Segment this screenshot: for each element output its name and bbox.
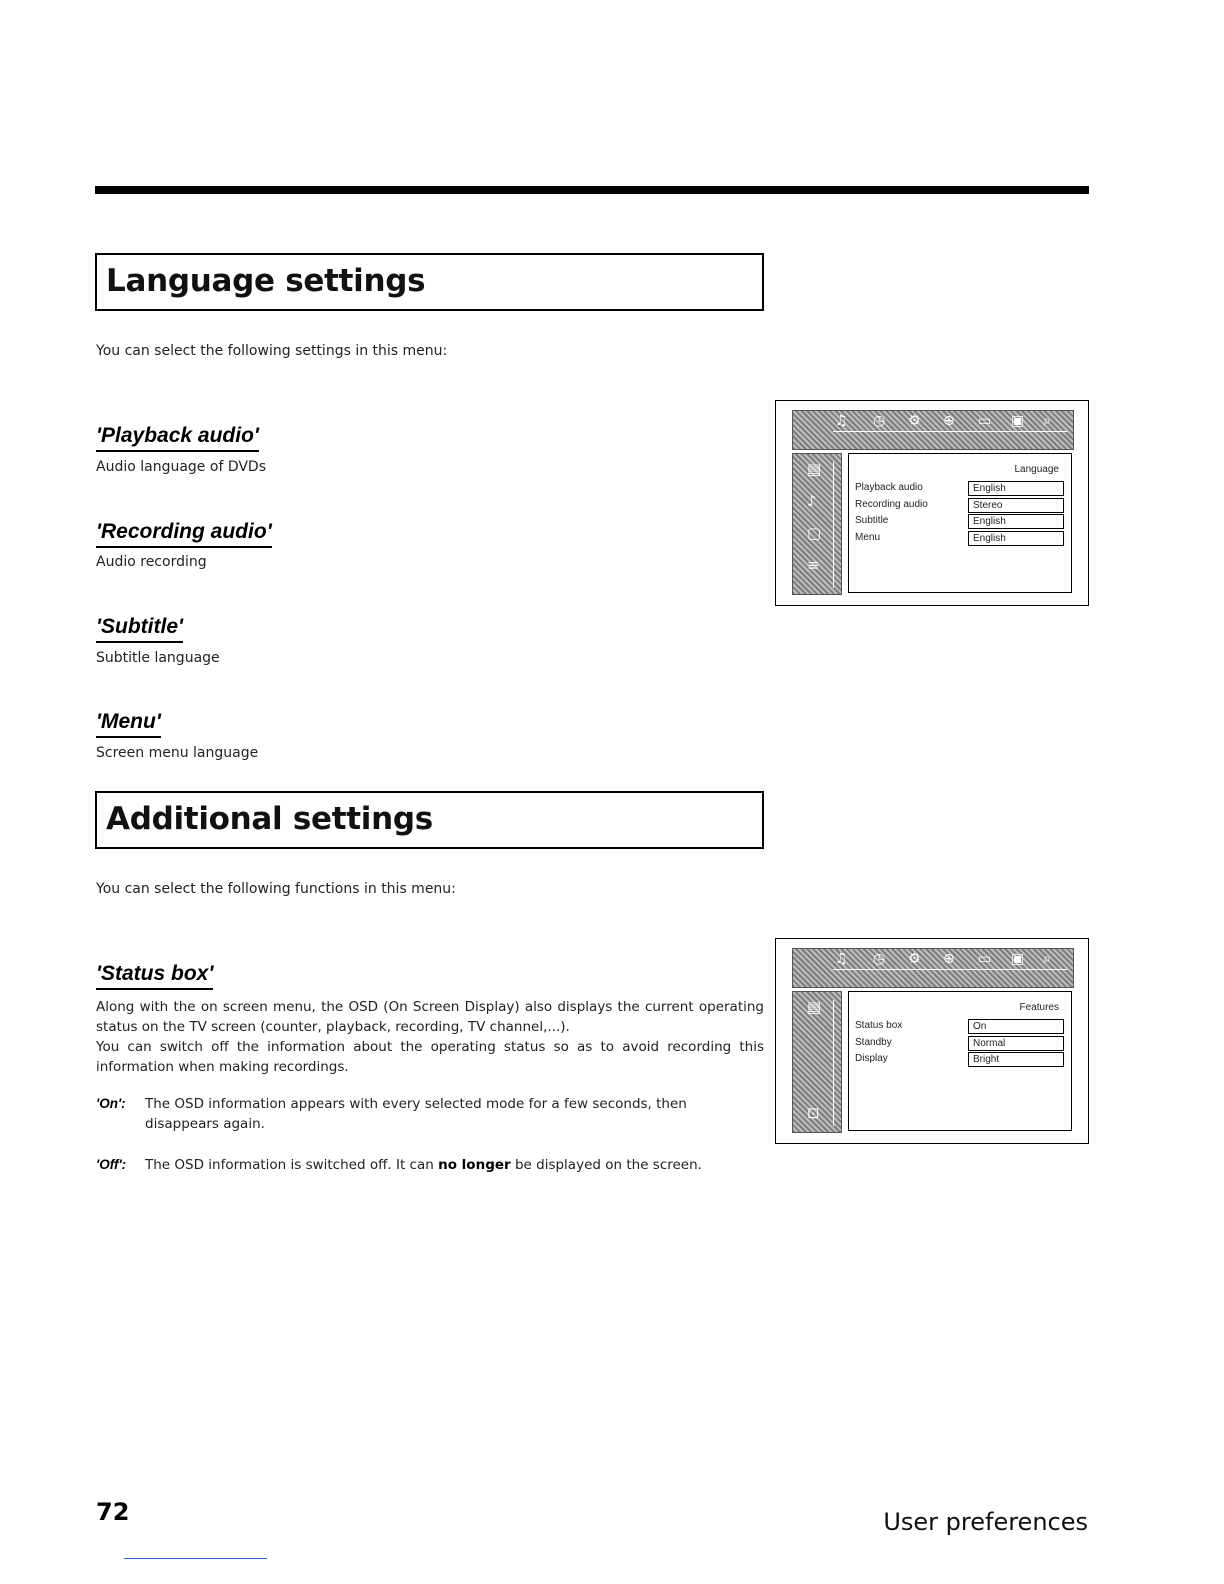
- osd-row-value: English: [968, 481, 1064, 496]
- language-settings-heading-box: [95, 253, 764, 311]
- subtitle-desc: Subtitle language: [96, 650, 220, 666]
- osd-row-label: Subtitle: [855, 515, 889, 526]
- osd-menu-bar: [792, 410, 1074, 450]
- status-box-para-2: You can switch off the information about the operating status so as to avoid recording this information when making recordings.: [96, 1039, 764, 1075]
- osd-row: [855, 498, 1061, 513]
- osd-row-value: English: [968, 531, 1064, 546]
- option-on-key: 'On':: [96, 1096, 126, 1111]
- playback-audio-desc: Audio language of DVDs: [96, 459, 267, 475]
- playback-audio-heading: 'Playback audio': [96, 424, 259, 452]
- osd-row-label: Standby: [855, 1037, 892, 1048]
- disc-icon: ▣: [1011, 413, 1025, 429]
- screen-icon: ▭: [978, 951, 992, 967]
- osd-row-value: Stereo: [968, 498, 1064, 513]
- option-off: [96, 1155, 764, 1175]
- top-rule: [95, 186, 1089, 194]
- osd-row: [855, 1052, 1061, 1067]
- sidebar-lock-icon: ⊡: [807, 1104, 820, 1122]
- osd-row-label: Recording audio: [855, 499, 928, 510]
- status-box-heading: 'Status box': [96, 962, 213, 990]
- osd-panel-title: Language: [1014, 464, 1059, 475]
- osd-sidebar: [792, 453, 842, 595]
- features-osd-screenshot: [775, 938, 1089, 1144]
- setup-icon: ⚙: [908, 951, 921, 967]
- osd-row-value: On: [968, 1019, 1064, 1034]
- option-on-text: The OSD information appears with every selected mode for a few seconds, then disappears again.: [145, 1096, 687, 1132]
- screen-icon: ▭: [978, 413, 992, 429]
- osd-row: [855, 1019, 1061, 1034]
- recording-audio-desc: Audio recording: [96, 554, 207, 570]
- additional-intro: You can select the following functions in this menu:: [96, 881, 456, 897]
- status-box-para-1: Along with the on screen menu, the OSD (On Screen Display) also displays the current operating status on the TV screen (counter, playback, recording, TV channel,...).: [96, 999, 764, 1035]
- page-number: 72: [96, 1498, 130, 1526]
- osd-row-value: Normal: [968, 1036, 1064, 1051]
- channel-icon: ⊕: [943, 951, 955, 967]
- osd-row: [855, 514, 1061, 529]
- language-settings-title: Language settings: [106, 263, 426, 299]
- osd-row-value: Bright: [968, 1052, 1064, 1067]
- osd-language-panel: [848, 453, 1072, 593]
- osd-features-panel: [848, 991, 1072, 1131]
- osd-menu-bar: [792, 948, 1074, 988]
- sidebar-screen-icon: ▤: [807, 998, 822, 1016]
- sidebar-screen-icon: ▤: [807, 460, 822, 478]
- setup-icon: ⚙: [908, 413, 921, 429]
- additional-settings-title: Additional settings: [106, 801, 433, 837]
- menu-desc: Screen menu language: [96, 745, 259, 761]
- osd-panel-title: Features: [1019, 1002, 1059, 1013]
- sidebar-menu-icon: ≡: [807, 556, 820, 574]
- osd-row-label: Menu: [855, 532, 881, 543]
- osd-row: [855, 531, 1061, 546]
- channel-icon: ⊕: [943, 413, 955, 429]
- osd-row-value: English: [968, 514, 1064, 529]
- language-icon: ♫: [835, 413, 848, 429]
- osd-row-label: Playback audio: [855, 482, 923, 493]
- osd-row-label: Display: [855, 1053, 888, 1064]
- option-off-text: The OSD information is switched off. It can no longer be displayed on the screen.: [145, 1157, 702, 1173]
- disc-icon: ▣: [1011, 951, 1025, 967]
- subtitle-heading: 'Subtitle': [96, 615, 183, 643]
- sidebar-arrow: [833, 462, 834, 588]
- search-icon: ⌕: [1043, 951, 1051, 967]
- sidebar-audio-icon: ♪: [807, 492, 817, 510]
- additional-settings-heading-box: [95, 791, 764, 849]
- option-on: [96, 1094, 764, 1134]
- clock-icon: ◷: [873, 413, 886, 429]
- osd-sidebar: [792, 991, 842, 1133]
- sidebar-subtitle-icon: ▢: [807, 524, 822, 542]
- footer-link-underline: [124, 1558, 267, 1559]
- language-osd-screenshot: [775, 400, 1089, 606]
- language-icon: ♫: [835, 951, 848, 967]
- menu-bar-arrow: [833, 969, 1067, 970]
- osd-row: [855, 1036, 1061, 1051]
- recording-audio-heading: 'Recording audio': [96, 520, 272, 548]
- osd-row: [855, 481, 1061, 496]
- sidebar-arrow: [833, 1000, 834, 1126]
- clock-icon: ◷: [873, 951, 886, 967]
- menu-heading: 'Menu': [96, 710, 161, 738]
- language-intro: You can select the following settings in this menu:: [96, 343, 448, 359]
- menu-bar-arrow: [833, 431, 1067, 432]
- option-off-key: 'Off':: [96, 1157, 127, 1172]
- osd-row-label: Status box: [855, 1020, 903, 1031]
- chapter-title: User preferences: [883, 1508, 1088, 1536]
- search-icon: ⌕: [1043, 413, 1051, 429]
